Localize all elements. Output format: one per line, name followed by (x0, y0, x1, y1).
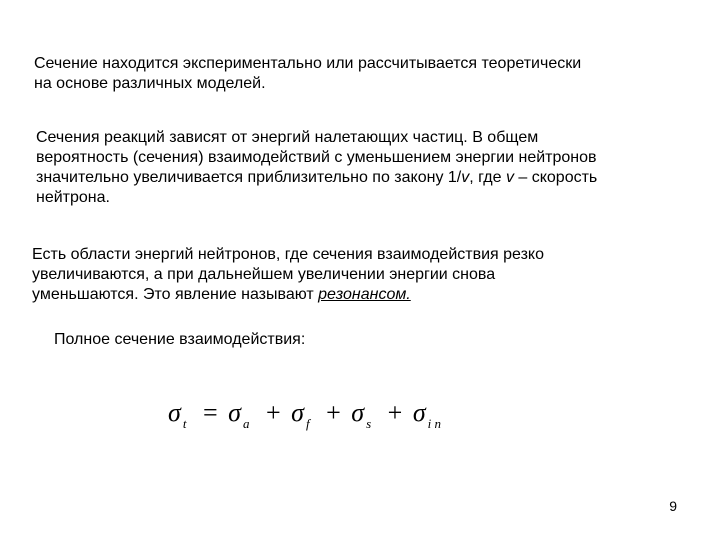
text-line: Есть области энергий нейтронов, где сечения взаимодействия резко (32, 246, 544, 263)
subscript: i n (427, 416, 442, 431)
subscript: f (305, 416, 310, 431)
text-line: вероятность (сечения) взаимодействий с уменьшением энергии нейтронов (36, 149, 597, 166)
text-line: на основе различных моделей. (34, 75, 266, 92)
resonance-term: резонансом. (318, 286, 411, 303)
plus-sign: + (387, 398, 403, 427)
text-line (32, 285, 682, 305)
text-segment: , где (469, 169, 506, 186)
plus-sign: + (265, 398, 281, 427)
subscript: a (242, 416, 250, 431)
sigma-symbol: σ (351, 398, 365, 427)
plus-sign: + (326, 398, 341, 427)
text-line (36, 168, 686, 188)
text-line: Сечение находится экспериментально или рассчитывается теоретически (34, 55, 582, 72)
text-line: Сечения реакций зависят от энергий налетающих частиц. В общем (36, 129, 539, 146)
paragraph-energy-dependence (36, 128, 686, 208)
total-cross-section-formula (168, 398, 447, 432)
subscript: s (366, 416, 372, 431)
text-segment: значительно увеличивается приблизительно по закону 1/ (36, 169, 462, 186)
page-number: 9 (669, 498, 677, 514)
sigma-symbol: σ (291, 398, 304, 427)
sigma-symbol: σ (412, 398, 426, 427)
equals-sign: = (202, 398, 218, 427)
total-cross-section-label: Полное сечение взаимодействия: (54, 331, 306, 348)
text-line: увеличиваются, а при дальнейшем увеличении энергии снова (32, 266, 496, 283)
sigma-symbol: σ (168, 398, 181, 427)
sigma-symbol: σ (228, 398, 241, 427)
velocity-symbol: v (461, 169, 470, 186)
paragraph-resonance (32, 245, 682, 305)
velocity-symbol: v (505, 169, 514, 186)
subscript: t (182, 416, 187, 431)
text-segment: – скорость (513, 169, 598, 186)
text-segment: уменьшаются. Это явление называют (32, 286, 319, 303)
text-line: нейтрона. (36, 189, 110, 206)
paragraph-cross-section-determination (34, 54, 684, 94)
